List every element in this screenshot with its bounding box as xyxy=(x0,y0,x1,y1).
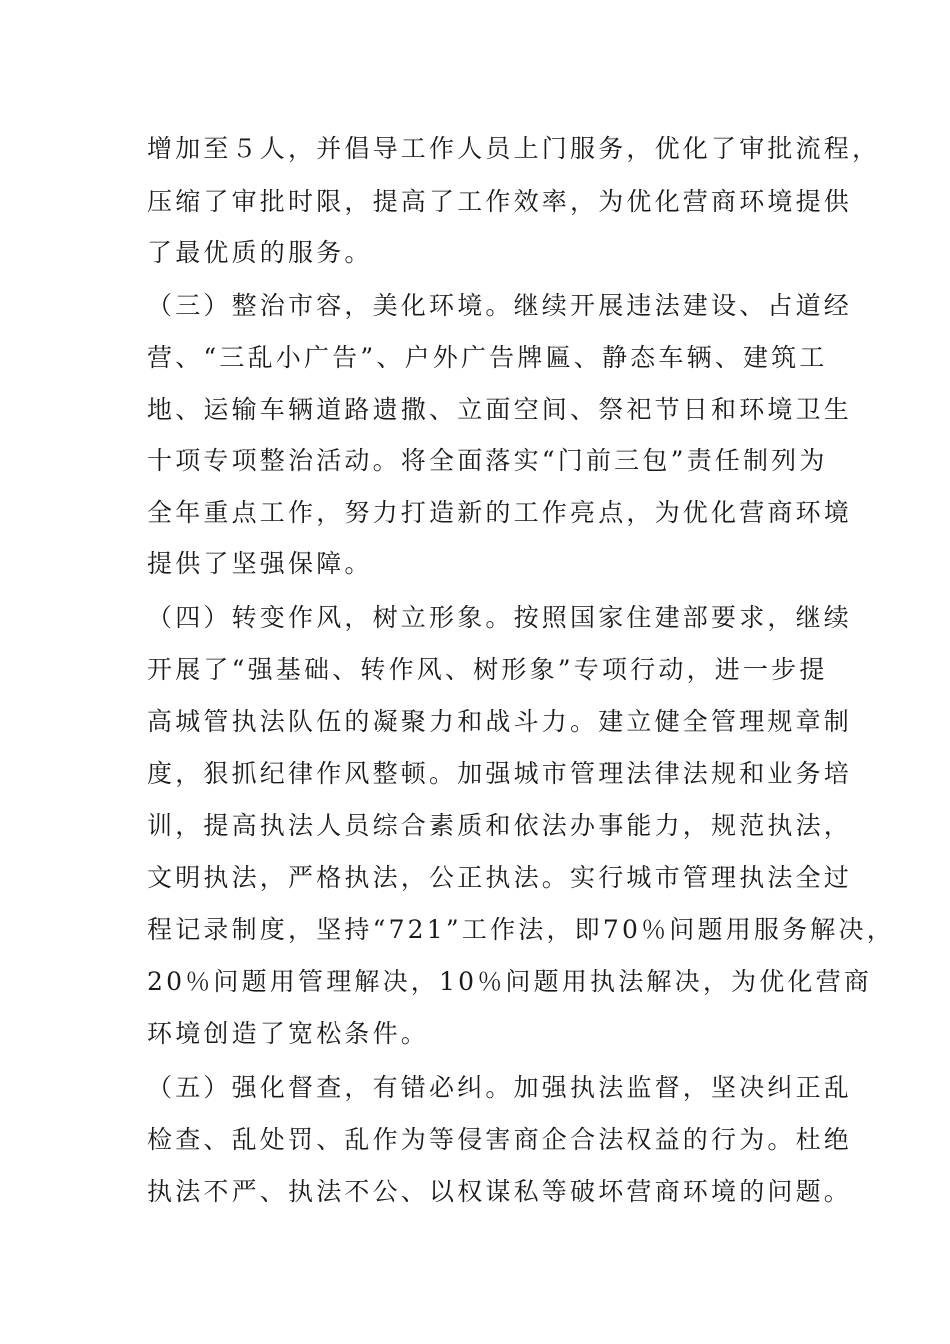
text-line: 了最优质的服务。 xyxy=(147,238,373,267)
text-line: 全年重点工作，努力打造新的工作亮点，为优化营商环境 xyxy=(147,498,853,527)
text-line: 开展了“强基础、转作风、树形象”专项行动，进一步提 xyxy=(147,655,828,684)
text-line: 高城管执法队伍的凝聚力和战斗力。建立健全管理规章制 xyxy=(147,707,853,736)
text-line: 执法不严、执法不公、以权谋私等破坏营商环境的问题。 xyxy=(147,1177,853,1206)
text-line: 地、运输车辆道路遗撒、立面空间、祭祀节日和环境卫生 xyxy=(147,395,853,424)
text-line: 十项专项整治活动。将全面落实“门前三包”责任制列为 xyxy=(147,446,828,475)
text-line: 20％问题用管理解决，10％问题用执法解决，为优化营商 xyxy=(147,967,873,996)
text-line: 度，狠抓纪律作风整顿。加强城市管理法律法规和业务培 xyxy=(147,759,853,788)
text-line: 增加至５人，并倡导工作人员上门服务，优化了审批流程， xyxy=(147,134,881,163)
text-line: （四）转变作风，树立形象。按照国家住建部要求，继续 xyxy=(147,603,853,632)
text-line: 程记录制度，坚持“721”工作法，即70％问题用服务解决， xyxy=(147,915,895,944)
text-line: 环境创造了宽松条件。 xyxy=(147,1019,430,1048)
text-line: 营、“三乱小广告”、户外广告牌匾、静态车辆、建筑工 xyxy=(147,343,828,372)
text-line: 训，提高执法人员综合素质和依法办事能力，规范执法， xyxy=(147,811,853,840)
text-line: （三）整治市容，美化环境。继续开展违法建设、占道经 xyxy=(147,291,853,320)
text-line: （五）强化督查，有错必纠。加强执法监督，坚决纠正乱 xyxy=(147,1073,853,1102)
text-line: 检查、乱处罚、乱作为等侵害商企合法权益的行为。杜绝 xyxy=(147,1125,853,1154)
text-line: 文明执法，严格执法，公正执法。实行城市管理执法全过 xyxy=(147,863,853,892)
text-line: 提供了坚强保障。 xyxy=(147,549,373,578)
text-line: 压缩了审批时限，提高了工作效率，为优化营商环境提供 xyxy=(147,187,853,216)
